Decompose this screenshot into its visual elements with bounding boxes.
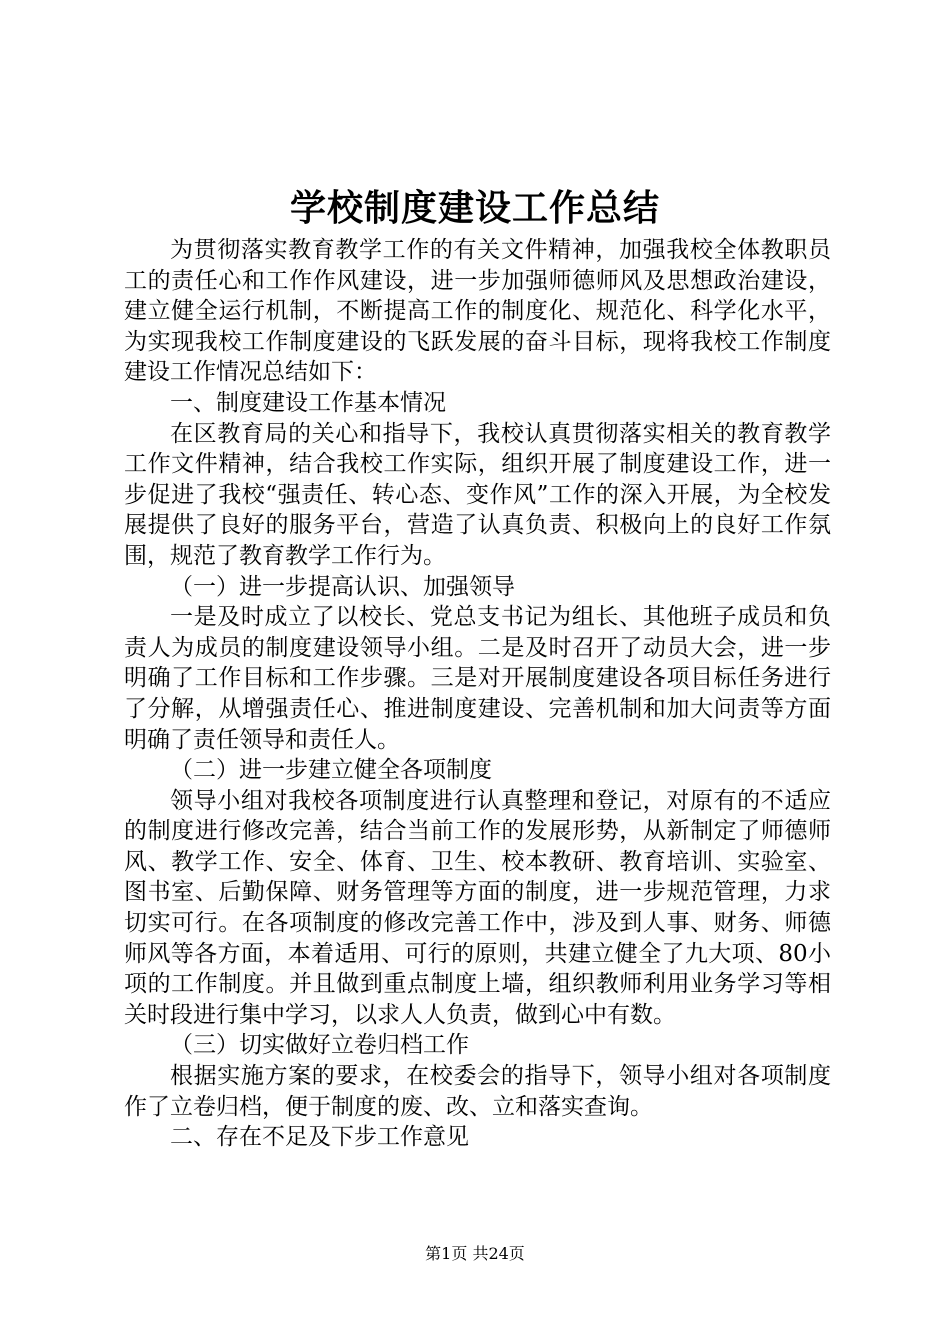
document-title: 学校制度建设工作总结 xyxy=(289,187,660,229)
intro-paragraph: 为贯彻落实教育教学工作的有关文件精神，加强我校全体教职员工的责任心和工作作风建设，进一步加强师德师风及思想政治建设，建立健全运行机制，不断提高工作的制度化、规范化、科学化水平，为实现我校工作制度建设的飞跃发展的奋斗目标，现将我校工作制度建设工作情况总结如下： xyxy=(124,237,831,386)
subsection-heading-1: （一）进一步提高认识、加强领导 xyxy=(170,573,515,600)
section-heading-2: 二、存在不足及下步工作意见 xyxy=(170,1124,469,1151)
subsection-1-paragraph: 一是及时成立了以校长、党总支书记为组长、其他班子成员和负责人为成员的制度建设领导小组。二是及时召开了动员大会，进一步明确了工作目标和工作步骤。三是对开展制度建设各项目标任务进行了分解，从增强责任心、推进制度建设、完善机制和加大问责等方面明确了责任领导和责任人。 xyxy=(124,604,831,753)
subsection-3-paragraph: 根据实施方案的要求，在校委会的指导下，领导小组对各项制度作了立卷归档，便于制度的废、改、立和落实查询。 xyxy=(124,1063,831,1120)
page-footer: 第1页 共24页 xyxy=(425,1244,525,1263)
subsection-2-paragraph: 领导小组对我校各项制度进行认真整理和登记，对原有的不适应的制度进行修改完善，结合当前工作的发展形势，从新制定了师德师风、教学工作、安全、体育、卫生、校本教研、教育培训、实验室、图书室、后勤保障、财务管理等方面的制度，进一步规范管理，力求切实可行。在各项制度的修改完善工作中，涉及到人事、财务、师德师风等各方面，本着适用、可行的原则，共建立健全了九大项、80小项的工作制度。并且做到重点制度上墙，组织教师利用业务学习等相关时段进行集中学习，以求人人负责，做到心中有数。 xyxy=(124,787,831,1028)
section-heading-1: 一、制度建设工作基本情况 xyxy=(170,389,446,416)
section-1-paragraph: 在区教育局的关心和指导下，我校认真贯彻落实相关的教育教学工作文件精神，结合我校工作实际，组织开展了制度建设工作，进一步促进了我校“强责任、转心态、变作风”工作的深入开展，为全校发展提供了良好的服务平台，营造了认真负责、积极向上的良好工作氛围，规范了教育教学工作行为。 xyxy=(124,420,831,569)
document-body xyxy=(124,235,831,1153)
subsection-heading-3: （三）切实做好立卷归档工作 xyxy=(170,1032,469,1059)
subsection-heading-2: （二）进一步建立健全各项制度 xyxy=(170,757,492,784)
